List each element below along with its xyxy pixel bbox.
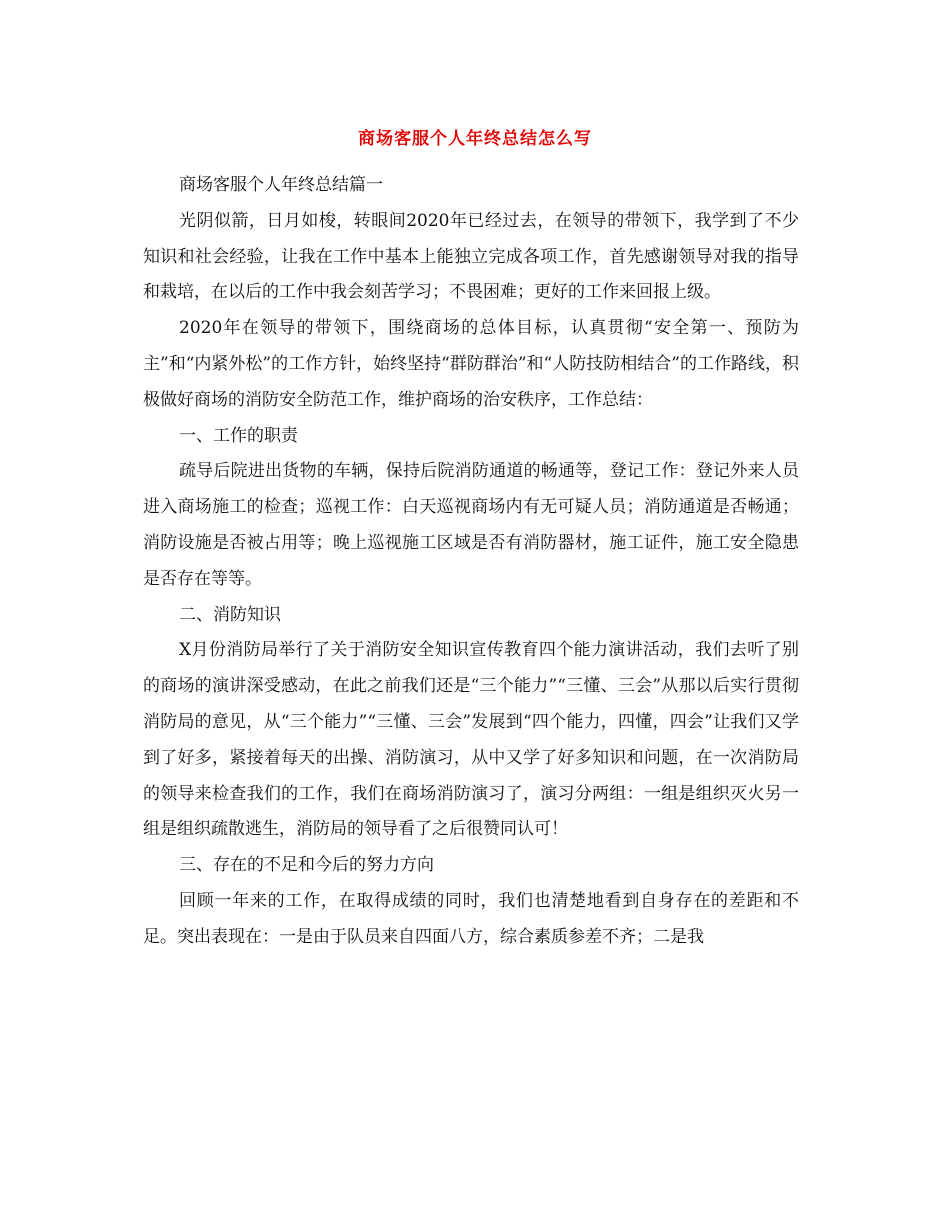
document-body bbox=[143, 168, 799, 956]
paragraph-shortcomings: 回顾一年来的工作，在取得成绩的同时，我们也清楚地看到自身存在的差距和不足。突出表现在：一是由于队员来自四面八方，综合素质参差不齐；二是我 bbox=[143, 890, 799, 947]
paragraph-intro: 光阴似箭，日月如梭，转眼间2020年已经过去，在领导的带领下，我学到了不少知识和社会经验，让我在工作中基本上能独立完成各项工作，首先感谢领导对我的指导和栽培，在以后的工作中我会刻苦学习；不畏困难；更好的工作来回报上级。 bbox=[143, 210, 799, 303]
section-heading-shortcomings: 三、存在的不足和今后的努力方向 bbox=[179, 855, 434, 876]
document-title: 商场客服个人年终总结怎么写 bbox=[358, 129, 592, 149]
section-heading-part1: 商场客服个人年终总结篇一 bbox=[179, 175, 383, 195]
paragraph-duties: 疏导后院进出货物的车辆，保持后院消防通道的畅通等，登记工作：登记外来人员进入商场施工的检查；巡视工作：白天巡视商场内有无可疑人员；消防通道是否畅通；消防设施是否被占用等；晚上巡视施工区域是否有消防器材，施工证件，施工安全隐患是否存在等等。 bbox=[143, 461, 799, 589]
section-heading-duties: 一、工作的职责 bbox=[179, 425, 298, 446]
paragraph-fire-knowledge: X月份消防局举行了关于消防安全知识宣传教育四个能力演讲活动，我们去听了别的商场的演讲深受感动，在此之前我们还是“三个能力”“三懂、三会”从那以后实行贯彻消防局的意见，从“三个能力”“三懂、三会”发展到“四个能力，四懂，四会”让我们又学到了好多，紧接着每天的出操、消防演习，从中又学了好多知识和问题，在一次消防局的领导来检查我们的工作，我们在商场消防演习了，演习分两组：一组是组织灭火另一组是组织疏散逃生，消防局的领导看了之后很赞同认可！ bbox=[143, 640, 799, 840]
section-heading-fire-knowledge: 二、消防知识 bbox=[179, 604, 281, 625]
paragraph-overview: 2020年在领导的带领下，围绕商场的总体目标，认真贯彻“安全第一、预防为主”和“内紧外松”的工作方针，始终坚持“群防群治”和“人防技防相结合”的工作路线，积极做好商场的消防安全防范工作，维护商场的治安秩序，工作总结： bbox=[143, 318, 799, 410]
